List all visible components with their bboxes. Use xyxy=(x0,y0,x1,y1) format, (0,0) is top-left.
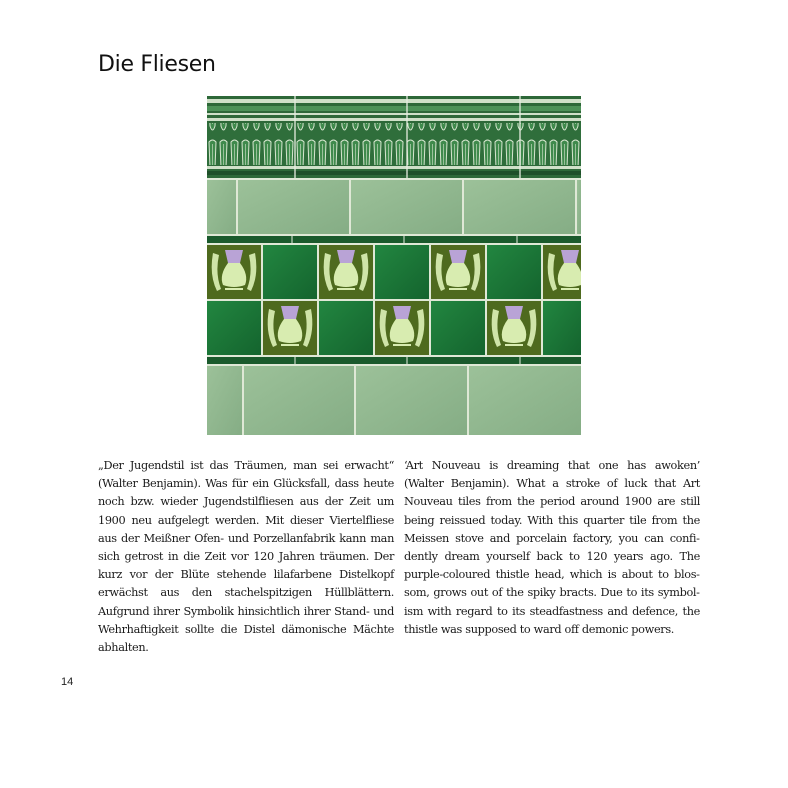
german-paragraph: „Der Jugendstil ist das Träumen, man sei erwacht“ (Walter Benjamin). Was für ein Glücksfall, dass heute noch bzw. wieder Jugendstilfliesen aus der Zeit um 1900 neu aufgelegt werden. Mit dieser Viertelfliese aus der Meißner Ofen- und Porzellanfabrik kann man sich getrost in die Zeit vor 120 Jahren träumen. Der kurz vor der Blüte stehende lilafarbene Distelkopf erwächst aus den stachelspitzigen Hüllblättern. Aufgrund ihrer Symbolik hinsichtlich ihrer Stand- und Wehrhaftigkeit sollte die Distel dämonische Mächte abhalten. xyxy=(98,459,394,655)
tile-photo xyxy=(207,96,581,435)
page-number: 14 xyxy=(61,676,74,688)
page-title: Die Fliesen xyxy=(98,52,216,77)
text-column-german xyxy=(98,457,394,657)
frieze-border xyxy=(207,96,581,178)
english-paragraph: ‘Art Nouveau is dreaming that one has awoken’ (Walter Benjamin). What a stroke of luck that Art Nouveau tiles from the period around 1900 are still being reissued today. With this quarter tile from the Meissen stove and porcelain factory, you can confidently dream yourself back to 120 years ago. The purple-coloured thistle head, which is about to blossom, grows out of the spiky bracts. Due to its symbolism with regard to its steadfastness and defence, the thistle was supposed to ward off demonic powers. xyxy=(404,459,700,636)
text-column-english xyxy=(404,457,700,639)
pale-tile-row-bottom xyxy=(207,366,581,435)
pale-tile-row-top xyxy=(207,180,581,234)
